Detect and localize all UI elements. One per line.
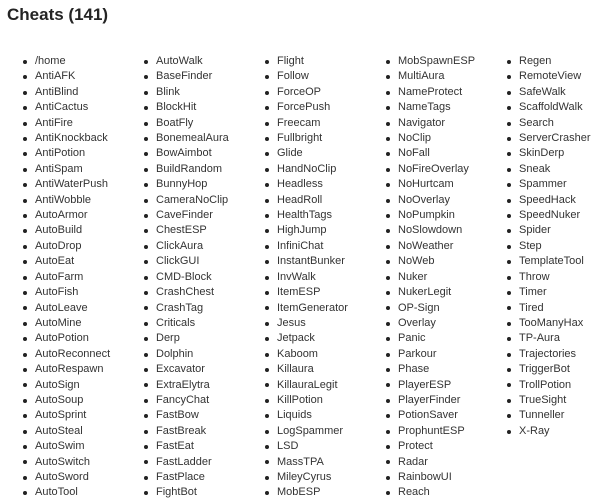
cheat-item: NoHurtcam [386,177,507,192]
cheat-item: ChestESP [144,223,265,238]
cheat-item: ItemGenerator [265,301,386,316]
cheat-item: AntiPotion [23,146,144,161]
cheat-item: Derp [144,331,265,346]
cheat-item: PotionSaver [386,408,507,423]
cheat-item: ClickAura [144,239,265,254]
cheat-item: AutoDrop [23,239,144,254]
cheat-item: Tunneller [507,408,591,423]
cheat-item: NoOverlay [386,193,507,208]
cheat-item: AutoBuild [23,223,144,238]
cheat-item: AutoArmor [23,208,144,223]
cheat-item: HealthTags [265,208,386,223]
cheat-item: Killaura [265,362,386,377]
cheat-item: Headless [265,177,386,192]
cheat-item: CMD-Block [144,270,265,285]
cheats-column-2 [144,54,265,501]
cheat-item: Reach [386,485,507,500]
cheat-item: NukerLegit [386,285,507,300]
cheat-item: InstantBunker [265,254,386,269]
cheat-item: TemplateTool [507,254,591,269]
cheat-item: Sneak [507,162,591,177]
cheat-item: Timer [507,285,591,300]
cheat-item: Spammer [507,177,591,192]
cheat-item: MobESP [265,485,386,500]
cheat-item: ItemESP [265,285,386,300]
cheat-item: AutoSword [23,470,144,485]
cheat-item: MultiAura [386,69,507,84]
cheat-item: Step [507,239,591,254]
cheat-item: MileyCyrus [265,470,386,485]
cheat-item: NoFall [386,146,507,161]
cheat-item: Kaboom [265,347,386,362]
cheat-item: FastPlace [144,470,265,485]
cheats-column-5 [507,54,591,439]
page-title: Cheats (141) [7,5,109,24]
cheat-item: AutoSoup [23,393,144,408]
cheat-item: FastBreak [144,424,265,439]
cheat-item: Glide [265,146,386,161]
cheat-item: Criticals [144,316,265,331]
cheat-item: RemoteView [507,69,591,84]
cheats-column-1 [23,54,144,501]
cheat-item: NoWeb [386,254,507,269]
cheat-item: AutoLeave [23,301,144,316]
cheat-item: KillauraLegit [265,378,386,393]
cheat-item: NameTags [386,100,507,115]
cheat-item: KillPotion [265,393,386,408]
cheat-item: TooManyHax [507,316,591,331]
cheat-item: InvWalk [265,270,386,285]
cheat-item: BuildRandom [144,162,265,177]
cheats-column-3 [265,54,386,501]
cheat-item: NoSlowdown [386,223,507,238]
cheat-item: AutoMine [23,316,144,331]
cheat-item: AntiCactus [23,100,144,115]
cheat-item: LogSpammer [265,424,386,439]
cheat-item: AntiWobble [23,193,144,208]
cheat-item: LSD [265,439,386,454]
cheat-item: AutoTool [23,485,144,500]
cheat-item: Panic [386,331,507,346]
cheat-item: ExtraElytra [144,378,265,393]
cheat-item: AutoFarm [23,270,144,285]
cheat-item: Protect [386,439,507,454]
cheat-item: AutoRespawn [23,362,144,377]
cheats-column-4 [386,54,507,501]
cheat-item: HeadRoll [265,193,386,208]
cheat-item: AutoSign [23,378,144,393]
cheat-item: AutoPotion [23,331,144,346]
cheat-item: HighJump [265,223,386,238]
cheat-item: OP-Sign [386,301,507,316]
cheat-item: AutoSprint [23,408,144,423]
cheat-item: Tired [507,301,591,316]
cheat-item: TriggerBot [507,362,591,377]
cheat-item: X-Ray [507,424,591,439]
cheat-item: SkinDerp [507,146,591,161]
cheat-item: FancyChat [144,393,265,408]
cheats-list [0,54,600,501]
cheat-item: ServerCrasher [507,131,591,146]
cheat-item: NoFireOverlay [386,162,507,177]
cheat-item: AntiFire [23,116,144,131]
cheat-item: Parkour [386,347,507,362]
cheat-item: BaseFinder [144,69,265,84]
cheat-item: Overlay [386,316,507,331]
cheat-item: Jesus [265,316,386,331]
cheat-item: AutoReconnect [23,347,144,362]
cheat-item: Flight [265,54,386,69]
cheat-item: ForcePush [265,100,386,115]
cheat-item: ForceOP [265,85,386,100]
cheat-item: AutoSwitch [23,455,144,470]
cheat-item: FastBow [144,408,265,423]
cheat-item: AntiBlind [23,85,144,100]
cheat-item: NoPumpkin [386,208,507,223]
cheat-item: Radar [386,455,507,470]
cheat-item: BunnyHop [144,177,265,192]
cheat-item: Regen [507,54,591,69]
cheat-item: /home [23,54,144,69]
cheat-item: CameraNoClip [144,193,265,208]
cheat-item: Liquids [265,408,386,423]
cheat-item: ScaffoldWalk [507,100,591,115]
cheat-item: HandNoClip [265,162,386,177]
cheat-item: Jetpack [265,331,386,346]
cheat-item: InfiniChat [265,239,386,254]
cheat-item: NoClip [386,131,507,146]
cheat-item: Spider [507,223,591,238]
cheat-item: SpeedNuker [507,208,591,223]
cheat-item: ClickGUI [144,254,265,269]
cheat-item: PlayerFinder [386,393,507,408]
cheat-item: MassTPA [265,455,386,470]
cheat-item: ProphuntESP [386,424,507,439]
cheat-item: AutoFish [23,285,144,300]
cheat-item: Search [507,116,591,131]
cheat-item: AutoWalk [144,54,265,69]
cheat-item: AntiKnockback [23,131,144,146]
cheat-item: Fullbright [265,131,386,146]
cheat-item: AntiAFK [23,69,144,84]
cheat-item: TrollPotion [507,378,591,393]
cheat-item: BowAimbot [144,146,265,161]
cheat-item: Throw [507,270,591,285]
cheat-item: AutoEat [23,254,144,269]
cheat-item: FastEat [144,439,265,454]
cheat-item: CrashChest [144,285,265,300]
cheat-item: MobSpawnESP [386,54,507,69]
cheat-item: AutoSwim [23,439,144,454]
cheat-item: AntiSpam [23,162,144,177]
cheat-item: TrueSight [507,393,591,408]
cheat-item: Nuker [386,270,507,285]
cheat-item: Dolphin [144,347,265,362]
cheat-item: CrashTag [144,301,265,316]
cheat-item: AutoSteal [23,424,144,439]
cheat-item: BlockHit [144,100,265,115]
cheat-item: AntiWaterPush [23,177,144,192]
cheat-item: Follow [265,69,386,84]
cheat-item: SpeedHack [507,193,591,208]
cheat-item: Freecam [265,116,386,131]
cheat-item: Blink [144,85,265,100]
cheat-item: FightBot [144,485,265,500]
cheat-item: Trajectories [507,347,591,362]
cheat-item: RainbowUI [386,470,507,485]
cheat-item: SafeWalk [507,85,591,100]
cheat-item: BoatFly [144,116,265,131]
cheat-item: Navigator [386,116,507,131]
cheat-item: Excavator [144,362,265,377]
cheat-item: NameProtect [386,85,507,100]
cheat-item: NoWeather [386,239,507,254]
cheat-item: BonemealAura [144,131,265,146]
cheat-item: FastLadder [144,455,265,470]
cheat-item: CaveFinder [144,208,265,223]
cheat-item: PlayerESP [386,378,507,393]
cheat-item: TP-Aura [507,331,591,346]
cheat-item: Phase [386,362,507,377]
